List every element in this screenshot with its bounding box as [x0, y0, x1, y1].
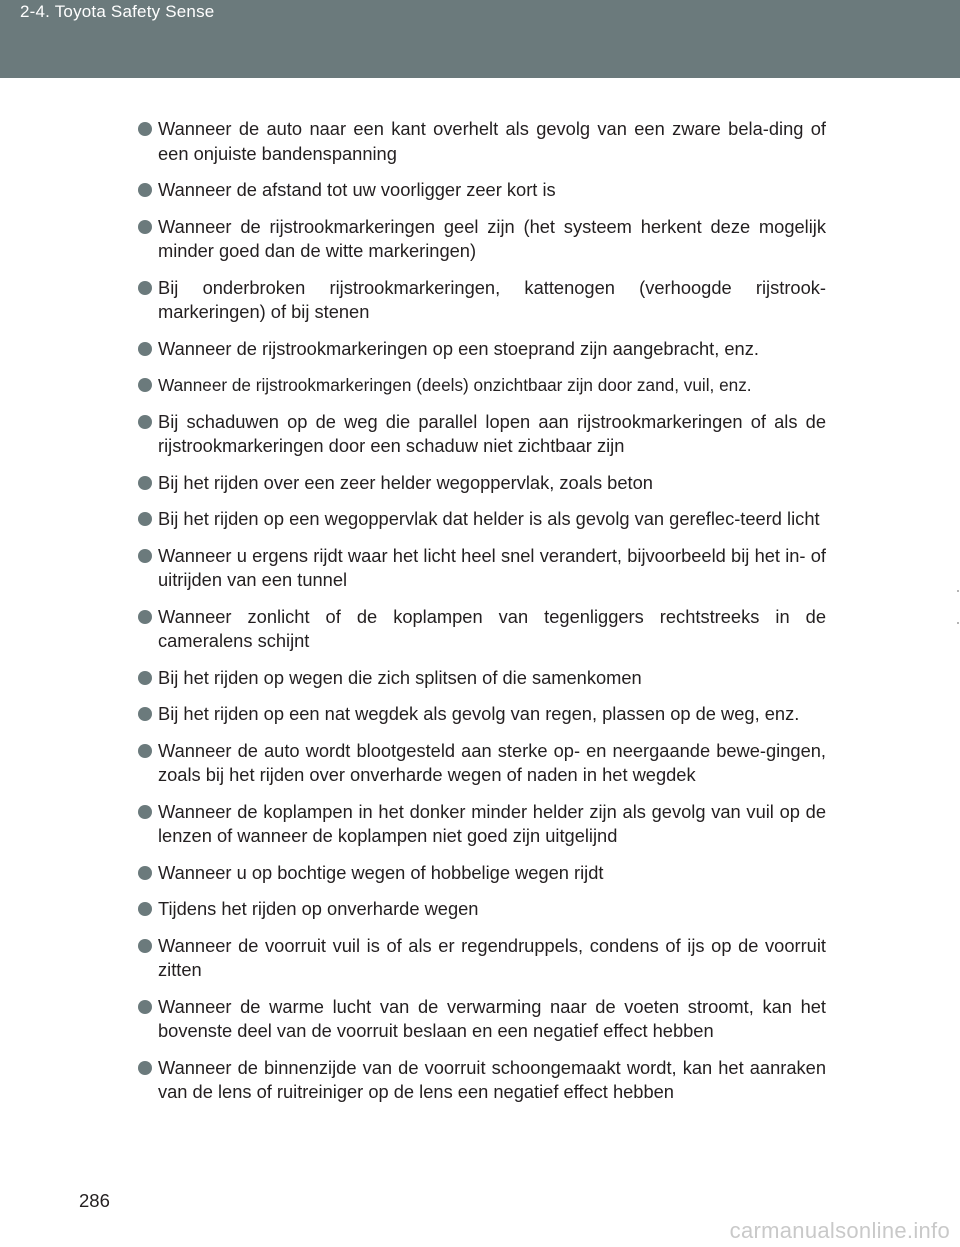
edge-mark — [957, 590, 959, 592]
list-item-text: Wanneer de rijstrookmarkeringen (deels) onzichtbaar zijn door zand, vuil, enz. — [158, 375, 752, 395]
list-item-text: Wanneer de rijstrookmarkeringen op een stoeprand zijn aangebracht, enz. — [158, 337, 759, 359]
list-item — [138, 666, 826, 691]
bullet-dot-icon — [138, 866, 152, 880]
list-item-text: Wanneer de rijstrookmarkeringen geel zijn (het systeem herkent deze mogelijk minder goed dan de witte markeringen) — [158, 215, 826, 261]
list-item — [138, 995, 826, 1044]
list-item — [138, 702, 826, 727]
list-item-text: Bij het rijden op wegen die zich splitsen of die samenkomen — [158, 666, 642, 688]
list-item-text: Wanneer de auto naar een kant overhelt als gevolg van een zware bela-ding of een onjuiste bandenspanning — [158, 118, 826, 164]
list-item — [138, 410, 826, 459]
list-item — [138, 605, 826, 654]
section-title: 2-4. Toyota Safety Sense — [20, 2, 215, 21]
bullet-dot-icon — [138, 610, 152, 624]
list-item-text: Bij het rijden op een wegoppervlak dat helder is als gevolg van gereflec-teerd licht — [158, 508, 820, 529]
list-item — [138, 276, 826, 325]
bullet-dot-icon — [138, 902, 152, 916]
list-item — [138, 178, 826, 203]
list-item-text: Tijdens het rijden op onverharde wegen — [158, 898, 479, 919]
list-item — [138, 897, 826, 922]
list-item — [138, 1056, 826, 1105]
list-item-text: Wanneer de voorruit vuil is of als er regendruppels, condens of ijs op de voorruit zitten — [158, 934, 826, 980]
list-item — [138, 544, 826, 593]
bullet-dot-icon — [138, 939, 152, 953]
bullet-dot-icon — [138, 744, 152, 758]
bullet-dot-icon — [138, 342, 152, 356]
bullet-dot-icon — [138, 122, 152, 136]
bullet-dot-icon — [138, 805, 152, 819]
bullet-dot-icon — [138, 512, 152, 526]
list-item-text: Bij het rijden op een nat wegdek als gevolg van regen, plassen op de weg, enz. — [158, 703, 800, 724]
list-item-text: Bij schaduwen op de weg die parallel lopen aan rijstrookmarkeringen of als de rijstrookmarkeringen door een schaduw niet zichtbaar zijn — [158, 410, 826, 456]
bullet-dot-icon — [138, 476, 152, 490]
bullet-dot-icon — [138, 378, 152, 392]
bullet-dot-icon — [138, 707, 152, 721]
list-item-text: Wanneer de auto wordt blootgesteld aan sterke op- en neergaande bewe-gingen, zoals bij het rijden over onverharde wegen of naden in het wegdek — [158, 739, 826, 785]
list-item-text: Wanneer de koplampen in het donker minder helder zijn als gevolg van vuil op de lenzen of wanneer de koplampen niet goed zijn uitgelijnd — [158, 800, 826, 846]
edge-mark — [957, 622, 959, 624]
bullet-dot-icon — [138, 183, 152, 197]
list-item — [138, 861, 826, 886]
bullet-dot-icon — [138, 220, 152, 234]
list-item — [138, 337, 826, 362]
bullet-dot-icon — [138, 415, 152, 429]
list-item — [138, 934, 826, 983]
bullet-dot-icon — [138, 281, 152, 295]
section-header-band — [0, 0, 960, 78]
list-item-text: Wanneer u ergens rijdt waar het licht heel snel verandert, bijvoorbeeld bij het in- of uitrijden van een tunnel — [158, 544, 826, 590]
list-item-text: Wanneer zonlicht of de koplampen van tegenliggers rechtstreeks in de cameralens schijnt — [158, 605, 826, 651]
list-item-text: Wanneer de warme lucht van de verwarming naar de voeten stroomt, kan het bovenste deel van de voorruit beslaan en een negatief effect hebben — [158, 995, 826, 1041]
list-item — [138, 471, 826, 496]
list-item — [138, 117, 826, 166]
list-item-text: Wanneer de afstand tot uw voorligger zeer kort is — [158, 179, 556, 200]
condition-list — [138, 117, 826, 1117]
list-item-text: Wanneer de binnenzijde van de voorruit schoongemaakt wordt, kan het aanraken van de lens of ruitreiniger op de lens een negatief effect hebben — [158, 1056, 826, 1102]
list-item — [138, 373, 826, 398]
list-item — [138, 507, 826, 532]
list-item — [138, 215, 826, 264]
bullet-dot-icon — [138, 671, 152, 685]
list-item — [138, 800, 826, 849]
bullet-dot-icon — [138, 1000, 152, 1014]
list-item-text: Bij het rijden over een zeer helder wegoppervlak, zoals beton — [158, 471, 653, 493]
list-item — [138, 739, 826, 788]
bullet-dot-icon — [138, 549, 152, 563]
bullet-dot-icon — [138, 1061, 152, 1075]
page-number: 286 — [79, 1190, 110, 1211]
list-item-text: Bij onderbroken rijstrookmarkeringen, kattenogen (verhoogde rijstrook-markeringen) of bij stenen — [158, 276, 826, 322]
list-item-text: Wanneer u op bochtige wegen of hobbelige wegen rijdt — [158, 861, 604, 883]
watermark: carmanualsonline.info — [729, 1218, 950, 1243]
